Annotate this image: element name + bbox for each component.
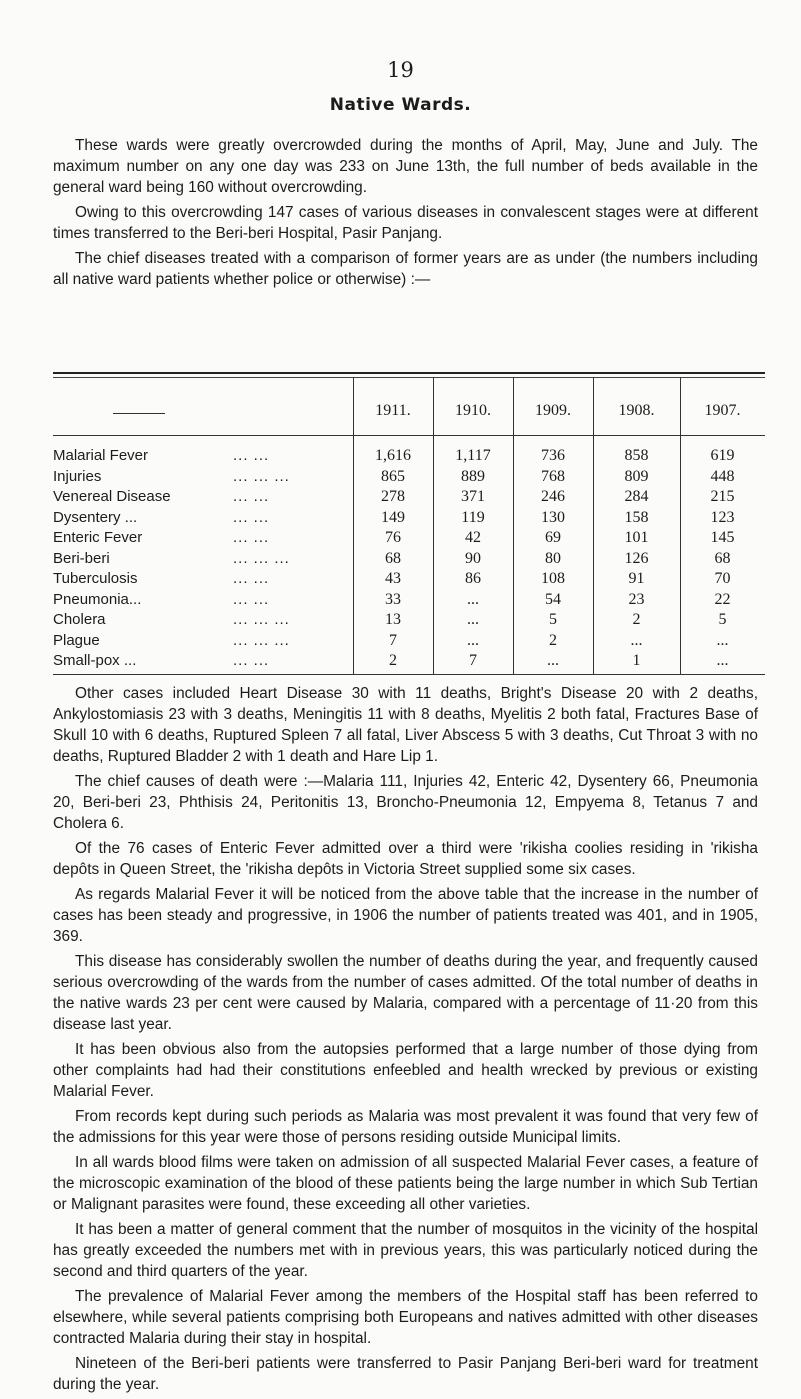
table-cell: 1 — [632, 652, 641, 669]
paragraph: This disease has considerably swollen the number of deaths during the year, and frequently caused serious overcrowding of the wards from the number of cases admitted. Of the total number of deaths in the native wards 23 per cent were caused by Malaria, compared with a percentage of 11·20 from this disease last year. — [53, 953, 758, 1033]
table-cell: ... — [547, 652, 559, 669]
table-cell: 108 — [541, 570, 565, 587]
leader-dots: ... ... — [233, 570, 270, 587]
table-cell: ... — [467, 611, 479, 628]
table-cell: 69 — [545, 529, 561, 546]
table-row — [53, 632, 765, 652]
table-cell: 145 — [710, 529, 735, 546]
table-cell: 80 — [545, 549, 561, 567]
table-cell: ... — [630, 631, 643, 649]
paragraph: The chief causes of death were :—Malaria 111, Injuries 42, Enteric 42, Dysentery 66, Pneumonia 20, Beri-beri 23, Phthisis 24, Peritonitis 13, Broncho-Pneumonia 12, Empyema 8, Tetanus 7 and Cholera 6. — [53, 773, 758, 832]
leader-dots: ... ... ... — [233, 467, 290, 485]
table-cell: 768 — [541, 467, 565, 485]
table-cell: 809 — [624, 467, 649, 485]
disease-label: Plague — [53, 631, 100, 649]
paragraph: The prevalence of Malarial Fever among the members of the Hospital staff has been referred to elsewhere, while several patients comprising both Europeans and natives admitted with other diseases contracted Malaria during their stay in hospital. — [53, 1288, 758, 1347]
table-row — [53, 509, 765, 529]
disease-label: Injuries — [53, 467, 102, 485]
paragraph: These wards were greatly overcrowded during the months of April, May, June and July. The maximum number on any one day was 233 on June 13th, the full number of beds available in the general ward being 160 without overcrowding. — [53, 137, 758, 196]
table-cell: 1,117 — [455, 447, 491, 464]
table-cell: 43 — [385, 570, 401, 587]
table-cell: 123 — [710, 508, 735, 526]
table-rule — [53, 372, 765, 374]
table-cell: 158 — [624, 508, 649, 526]
disease-label: Pneumonia... — [53, 590, 142, 608]
paragraph: It has been obvious also from the autopsies performed that a large number of those dying from other complaints had had their constitutions enfeebled and health wrecked by previous or existing Malarial Fever. — [53, 1041, 758, 1100]
table-rule — [53, 377, 765, 378]
table-row — [53, 468, 765, 488]
table-cell: 736 — [541, 447, 565, 464]
paragraph: It has been a matter of general comment that the number of mosquitos in the vicinity of the hospital has greatly exceeded the numbers met with in previous years, this was particularly noticed during the second and third quarters of the year. — [53, 1221, 758, 1280]
table-cell: ... — [467, 631, 479, 649]
column-header: 1908. — [618, 402, 655, 419]
leader-dots: ... ... — [233, 508, 270, 526]
paragraph: Nineteen of the Beri-beri patients were transferred to Pasir Panjang Beri-beri ward for treatment during the year. — [53, 1355, 758, 1393]
leader-dots: ... ... ... — [233, 549, 290, 567]
table-cell: 448 — [710, 467, 735, 485]
leader-dots: ... ... — [233, 488, 270, 505]
table-rule — [53, 435, 765, 436]
table-cell: 5 — [549, 611, 557, 628]
paragraph: From records kept during such periods as Malaria was most prevalent it was found that very few of the admissions for this year were those of persons residing outside Municipal limits. — [53, 1108, 758, 1146]
table-cell: 13 — [385, 611, 401, 628]
column-header: 1911. — [375, 402, 411, 419]
table-cell: ... — [716, 631, 729, 649]
disease-label: Beri-beri — [53, 549, 110, 567]
disease-label: Enteric Fever — [53, 529, 143, 546]
paragraph: Other cases included Heart Disease 30 with 11 deaths, Bright's Disease 20 with 2 deaths, Ankylostomiasis 23 with 3 deaths, Meningitis 11 with 8 deaths, Myelitis 2 both fatal, Fractures Base of Skull 10 with 6 deaths, Ruptured Spleen 7 all fatal, Liver Abscess 5 with 3 deaths, Cut Throat 3 with no deaths, Ruptured Bladder 2 with 1 death and Hare Lip 1. — [53, 685, 758, 765]
disease-table — [53, 372, 765, 682]
table-cell: 86 — [465, 570, 481, 587]
paragraph: Of the 76 cases of Enteric Fever admitted over a third were 'rikisha coolies residing in 'rikisha depôts in Queen Street, the 'rikisha depôts in Victoria Street supplied some six cases. — [53, 840, 758, 878]
table-cell: 76 — [385, 529, 401, 546]
leader-dots: ... ... — [233, 447, 270, 464]
section-title: Native Wards. — [329, 95, 472, 115]
table-row — [53, 529, 765, 549]
table-cell: 22 — [714, 590, 731, 608]
disease-label: Dysentery ... — [53, 508, 138, 526]
paragraph: The chief diseases treated with a comparison of former years are as under (the numbers including all native ward patients whether police or otherwise) :— — [53, 250, 758, 288]
table-cell: 149 — [381, 508, 405, 526]
table-cell: 68 — [385, 549, 401, 567]
table-cell: 2 — [549, 631, 557, 649]
table-row — [53, 447, 765, 467]
intro-text — [53, 135, 758, 294]
paragraph: Owing to this overcrowding 147 cases of various diseases in convalescent stages were at different times transferred to the Beri-beri Hospital, Pasir Panjang. — [53, 204, 758, 242]
table-cell: 371 — [461, 488, 485, 505]
table-cell: 619 — [710, 447, 735, 464]
table-row — [53, 652, 765, 672]
table-cell: 70 — [714, 570, 731, 587]
table-cell: 126 — [624, 549, 649, 567]
table-cell: 90 — [465, 549, 481, 567]
table-cell: ... — [716, 652, 729, 669]
table-cell: 33 — [385, 590, 401, 608]
table-cell: 130 — [541, 508, 565, 526]
column-header: 1907. — [704, 402, 741, 419]
page-number: 19 — [387, 58, 414, 82]
table-cell: 284 — [624, 488, 649, 505]
table-cell: 858 — [624, 447, 649, 464]
table-cell: 119 — [461, 508, 485, 526]
table-cell: 865 — [381, 467, 405, 485]
leader-dots: ... ... ... — [233, 631, 290, 649]
table-cell: 7 — [389, 631, 397, 649]
table-cell: 889 — [461, 467, 485, 485]
table-row — [53, 570, 765, 590]
table-cell: 215 — [710, 488, 735, 505]
table-cell: 5 — [718, 611, 727, 628]
table-cell: 1,616 — [375, 447, 411, 464]
table-cell: 2 — [389, 652, 397, 669]
table-cell: 278 — [381, 488, 405, 505]
paragraph: As regards Malarial Fever it will be noticed from the above table that the increase in the number of cases has been steady and progressive, in 1906 the number of patients treated was 401, and in 1905, 369. — [53, 886, 758, 945]
disease-label: Small-pox ... — [53, 652, 137, 669]
column-header: 1909. — [535, 402, 571, 419]
table-cell: 42 — [465, 529, 481, 546]
table-row — [53, 591, 765, 611]
table-cell: 7 — [469, 652, 477, 669]
leader-dots: ... ... — [233, 590, 270, 608]
table-cell: 23 — [628, 590, 645, 608]
table-row — [53, 611, 765, 631]
header-dash — [113, 413, 165, 414]
disease-label: Malarial Fever — [53, 447, 149, 464]
table-row — [53, 550, 765, 570]
disease-label: Cholera — [53, 611, 106, 628]
table-row — [53, 488, 765, 508]
leader-dots: ... ... ... — [233, 611, 290, 628]
table-cell: 68 — [714, 549, 731, 567]
disease-label: Venereal Disease — [53, 488, 171, 505]
paragraph: In all wards blood films were taken on admission of all suspected Malarial Fever cases, a feature of the microscopic examination of the blood of these patients being the large number in which Sub Tertian or Malignant parasites were found, these exceeding all other varieties. — [53, 1154, 758, 1213]
table-cell: 246 — [541, 488, 565, 505]
table-rule — [53, 674, 765, 675]
leader-dots: ... ... — [233, 529, 270, 546]
table-cell: 101 — [624, 529, 649, 546]
table-cell: 91 — [628, 570, 645, 587]
disease-label: Tuberculosis — [53, 570, 138, 587]
table-cell: 54 — [545, 590, 561, 608]
table-cell: ... — [467, 590, 479, 608]
column-header: 1910. — [455, 402, 491, 419]
body-text — [53, 683, 758, 1399]
leader-dots: ... ... — [233, 652, 270, 669]
table-cell: 2 — [632, 611, 641, 628]
